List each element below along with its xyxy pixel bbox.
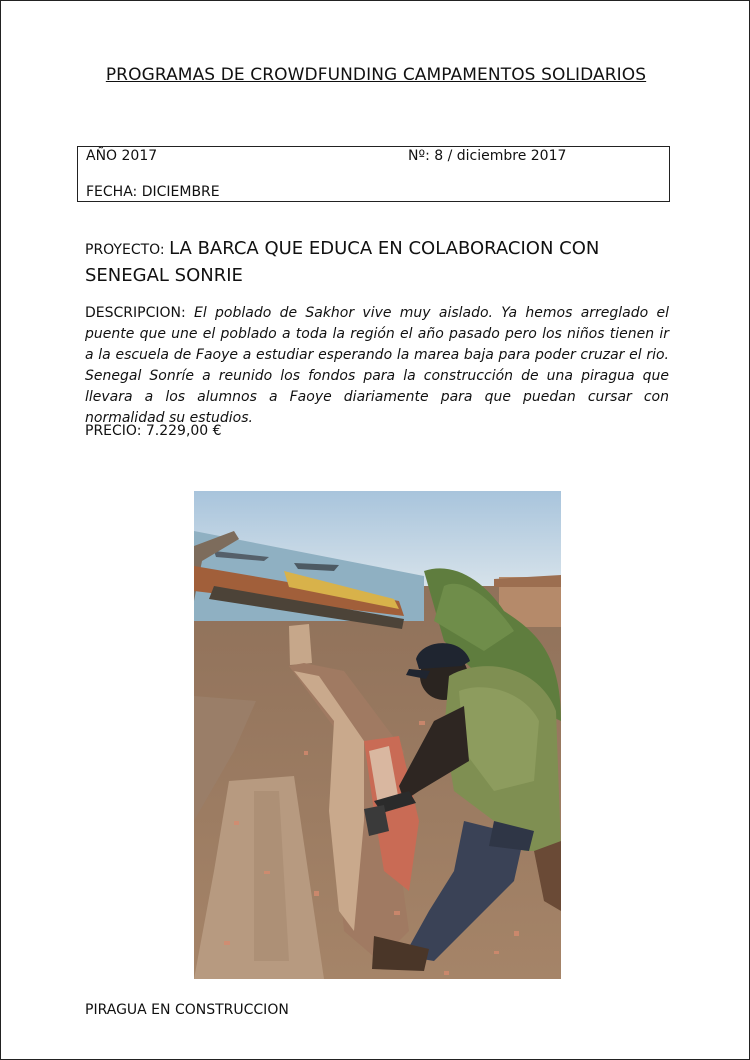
price: PRECIO: 7.229,00 € bbox=[85, 423, 222, 439]
info-box bbox=[77, 146, 670, 202]
date-field: FECHA: DICIEMBRE bbox=[86, 184, 220, 200]
description-section bbox=[85, 303, 669, 429]
issue-number-field: Nº: 8 / diciembre 2017 bbox=[408, 148, 567, 164]
project-name: LA BARCA QUE EDUCA EN COLABORACION CON SENEGAL SONRIE bbox=[85, 238, 600, 286]
project-label: PROYECTO: bbox=[85, 242, 170, 258]
description-label: DESCRIPCION: bbox=[85, 305, 194, 321]
year-field: AÑO 2017 bbox=[86, 148, 158, 164]
canoe-construction-photo bbox=[194, 491, 561, 979]
photo-caption: PIRAGUA EN CONSTRUCCION bbox=[85, 1002, 289, 1018]
project-section bbox=[85, 236, 675, 289]
description-text: El poblado de Sakhor vive muy aislado. Ya hemos arreglado el puente que une el poblado a toda la región el año pasado pero los niños tienen ir a la escuela de Faoye a estudiar esperando la marea baja para poder cruzar el rio. Senegal Sonríe a reunido los fondos para la construcción de una piragua que llevara a los alumnos a Faoye diariamente para que puedan cursar con normalidad su estudios. bbox=[85, 305, 669, 426]
document-title: PROGRAMAS DE CROWDFUNDING CAMPAMENTOS SOLIDARIOS bbox=[105, 65, 647, 85]
